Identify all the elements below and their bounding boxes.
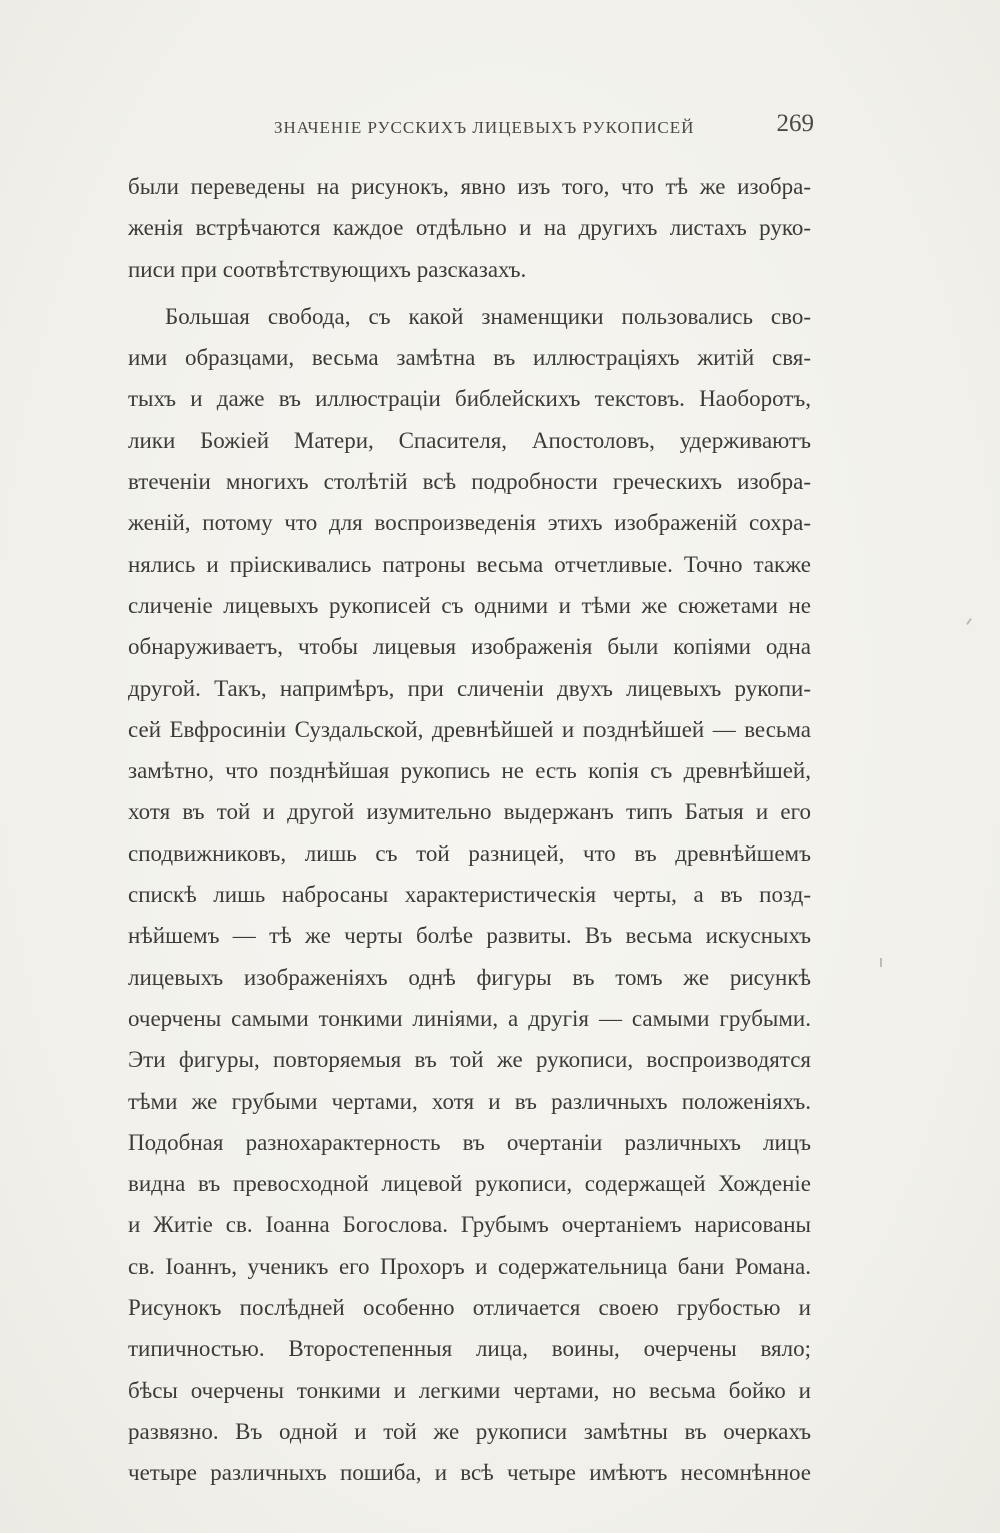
paragraph-first-line: Большая свобода, съ какой знаменщики пользовались сво- — [165, 303, 811, 329]
text-line: женія встрѣчаются каждое отдѣльно и на другихъ листахъ руко- — [128, 215, 811, 241]
paper-speck — [880, 958, 882, 967]
running-header — [124, 110, 814, 150]
text-line: нѣйшемъ — тѣ же черты болѣе развиты. Въ весьма искусныхъ — [128, 923, 811, 949]
text-line: были переведены на рисунокъ, явно изъ того, что тѣ же изобра- — [128, 174, 811, 199]
text-line: и Житіе св. Іоанна Богослова. Грубымъ очертаніемъ нарисованы — [128, 1212, 811, 1238]
text-line: обнаруживаетъ, чтобы лицевыя изображенія были копіями одна — [128, 634, 811, 660]
text-line: замѣтно, что позднѣйшая рукопись не есть копія съ древнѣйшей, — [128, 758, 811, 784]
text-line: св. Іоаннъ, ученикъ его Прохоръ и содержательница бани Романа. — [128, 1253, 811, 1279]
page-number: 269 — [776, 110, 814, 137]
text-line: спискѣ лишь набросаны характеристическія черты, а въ позд- — [128, 882, 811, 908]
text-line: ими образцами, весьма замѣтна въ иллюстраціяхъ житій свя- — [128, 345, 811, 371]
text-line: лицевыхъ изображеніяхъ однѣ фигуры въ томъ же рисункѣ — [128, 964, 811, 990]
text-line: другой. Такъ, напримѣръ, при сличеніи двухъ лицевыхъ рукопи- — [128, 675, 811, 701]
text-line: писи при соотвѣтствующихъ разсказахъ. — [128, 256, 527, 282]
text-line: нялись и пріискивались патроны весьма отчетливые. Точно также — [128, 551, 811, 577]
text-line: сей Евфросиніи Суздальской, древнѣйшей и позднѣйшей — весьма — [128, 716, 811, 742]
text-line: сличеніе лицевыхъ рукописей съ одними и тѣми же сюжетами не — [128, 592, 811, 618]
text-line: Рисунокъ послѣдней особенно отличается своею грубостью и — [128, 1295, 811, 1321]
text-line: втеченіи многихъ столѣтій всѣ подробности греческихъ изобра- — [128, 469, 811, 495]
text-line: тыхъ и даже въ иллюстраціи библейскихъ текстовъ. Наоборотъ, — [128, 386, 811, 412]
text-line: тѣми же грубыми чертами, хотя и въ различныхъ положеніяхъ. — [128, 1088, 811, 1114]
text-line: Подобная разнохарактерность въ очертаніи различныхъ лицъ — [128, 1129, 811, 1155]
text-line: сподвижниковъ, лишь съ той разницей, что въ древнѣйшемъ — [128, 840, 811, 866]
text-line: женій, потому что для воспроизведенія этихъ изображеній сохра- — [128, 510, 811, 536]
text-line: бѣсы очерчены тонкими и легкими чертами, но весьма бойко и — [128, 1377, 811, 1403]
body-text — [128, 166, 811, 1494]
text-line: очерчены самыми тонкими линіями, а другія — самыми грубыми. — [128, 1005, 811, 1031]
text-line: типичностью. Второстепенныя лица, воины, очерчены вяло; — [128, 1336, 811, 1362]
running-title: ЗНАЧЕНІЕ РУССКИХЪ ЛИЦЕВЫХЪ РУКОПИСЕЙ — [274, 118, 695, 137]
text-line: хотя въ той и другой изумительно выдержанъ типъ Батыя и его — [128, 799, 811, 825]
text-line: лики Божіей Матери, Спасителя, Апостоловъ, удерживаютъ — [128, 427, 811, 453]
text-line: развязно. Въ одной и той же рукописи замѣтны въ очеркахъ — [128, 1418, 811, 1444]
text-line: Эти фигуры, повторяемыя въ той же рукописи, воспроизводятся — [128, 1047, 811, 1073]
text-line: видна въ превосходной лицевой рукописи, содержащей Хожденіе — [128, 1171, 811, 1197]
text-line: четыре различныхъ пошиба, и всѣ четыре имѣютъ несомнѣнное — [128, 1460, 811, 1486]
paper-speck — [966, 618, 972, 625]
